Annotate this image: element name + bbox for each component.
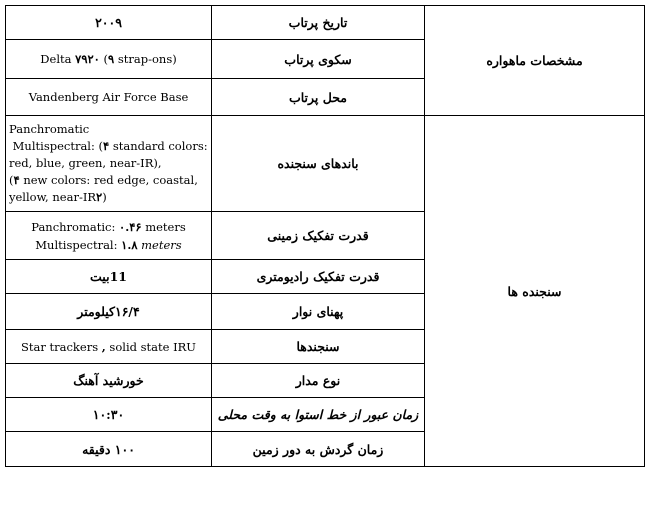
table-row [6,6,645,40]
swath-width-value: ۱۶/۴کیلومتر [6,294,212,330]
orbit-type-label: نوع مدار [212,364,425,398]
group-sensors: سنجنده ها [425,116,645,467]
orbit-type-value: خورشید آهنگ [6,364,212,398]
satellite-spec-table [5,5,645,467]
sensor-bands-label: باندهای سنجنده [212,116,425,212]
sensor-bands-value: Panchromatic Multispectral: (۴ standard colors: red, blue, green, near-IR), (۴ new colors: red edge, coastal, yellow, near-IR۲) [6,116,212,212]
launch-date-label: تاریخ پرتاب [212,6,425,40]
radiometric-resolution-value: 11بیت [6,260,212,294]
launch-site-label: محل پرتاب [212,79,425,116]
radiometric-resolution-label: قدرت تفکیک رادیومتری [212,260,425,294]
orbital-period-label: زمان گردش به دور زمین [212,432,425,467]
group-satellite-specs: مشخصات ماهواره [425,6,645,116]
launch-site-value: Vandenberg Air Force Base [6,79,212,116]
launch-platform-value: Delta ۷۹۲۰ (۹ strap-ons) [6,40,212,79]
equator-crossing-value: ۱۰:۳۰ [6,398,212,432]
ground-resolution-value: Panchromatic: ۰.۴۶ meters Multispectral: ۱.۸ meters [6,212,212,260]
launch-date-value: ۲۰۰۹ [6,6,212,40]
sensors-list-value: Star trackers , solid state IRU [6,330,212,364]
equator-crossing-label: زمان عبور از خط استوا به وقت محلی [212,398,425,432]
sensors-list-label: سنجندها [212,330,425,364]
swath-width-label: پهنای نوار [212,294,425,330]
orbital-period-value: ۱۰۰ دقیقه [6,432,212,467]
launch-platform-label: سکوی پرتاب [212,40,425,79]
table-row [6,116,645,212]
ground-resolution-label: قدرت تفکیک زمینی [212,212,425,260]
